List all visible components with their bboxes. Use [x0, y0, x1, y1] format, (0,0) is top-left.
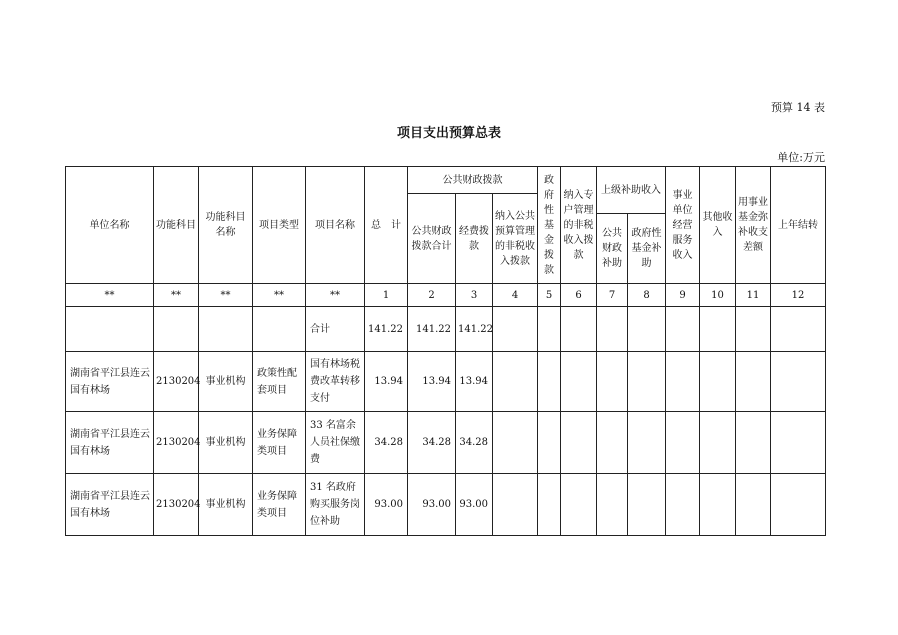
total-cell: 34.28	[365, 412, 408, 474]
func-name-cell: 事业机构	[199, 474, 253, 536]
index-cell: 6	[561, 284, 597, 307]
index-cell: 4	[493, 284, 538, 307]
index-cell: **	[66, 284, 154, 307]
func-name-cell: 事业机构	[199, 412, 253, 474]
unit-name-cell: 湖南省平江县连云国有林场	[66, 474, 154, 536]
table-row	[66, 412, 826, 474]
total-funding-amount: 141.22	[456, 307, 493, 352]
index-cell: **	[154, 284, 199, 307]
index-cell: **	[199, 284, 253, 307]
header-fund-deficit: 用事业基金弥补收支差额	[736, 167, 771, 284]
budget-table	[65, 166, 826, 536]
project-type-cell: 业务保障类项目	[253, 412, 306, 474]
header-public-finance-total: 公共财政拨款合计	[408, 194, 456, 284]
public-total-cell: 34.28	[408, 412, 456, 474]
funding-cell: 34.28	[456, 412, 493, 474]
unit-label: 单位:万元	[777, 151, 825, 164]
unit-name-cell: 湖南省平江县连云国有林场	[66, 412, 154, 474]
total-amount: 141.22	[365, 307, 408, 352]
header-carryover: 上年结转	[771, 167, 826, 284]
index-cell: **	[253, 284, 306, 307]
index-cell: 9	[666, 284, 700, 307]
total-public-amount: 141.22	[408, 307, 456, 352]
index-cell: 8	[628, 284, 666, 307]
header-gov-fund: 政府性基金拨款	[538, 167, 561, 284]
index-cell: 5	[538, 284, 561, 307]
index-row	[66, 284, 826, 307]
index-cell: **	[306, 284, 365, 307]
total-cell: 93.00	[365, 474, 408, 536]
header-func-name: 功能科目名称	[199, 167, 253, 284]
index-cell: 7	[597, 284, 628, 307]
total-row	[66, 307, 826, 352]
funding-cell: 93.00	[456, 474, 493, 536]
public-total-cell: 13.94	[408, 352, 456, 412]
func-code-cell: 2130204	[154, 474, 199, 536]
table-row	[66, 352, 826, 412]
header-superior-subsidy: 上级补助收入	[597, 167, 666, 214]
total-cell: 13.94	[365, 352, 408, 412]
page-title: 项目支出预算总表	[396, 126, 501, 141]
header-total: 总 计	[365, 167, 408, 284]
public-total-cell: 93.00	[408, 474, 456, 536]
header-project-type: 项目类型	[253, 167, 306, 284]
total-label: 合计	[306, 307, 365, 352]
func-name-cell: 事业机构	[199, 352, 253, 412]
project-type-cell: 业务保障类项目	[253, 474, 306, 536]
header-funding: 经费拨款	[456, 194, 493, 284]
project-name-cell: 国有林场税费改革转移支付	[306, 352, 365, 412]
header-project-name: 项目名称	[306, 167, 365, 284]
header-other-income: 其他收入	[700, 167, 736, 284]
unit-name-cell: 湖南省平江县连云国有林场	[66, 352, 154, 412]
header-special-non-tax: 纳入专户管理的非税收入拨款	[561, 167, 597, 284]
header-gov-fund-subsidy: 政府性基金补助	[628, 214, 666, 284]
func-code-cell: 2130204	[154, 352, 199, 412]
index-cell: 11	[736, 284, 771, 307]
header-non-tax-in-budget: 纳入公共预算管理的非税收入拨款	[493, 194, 538, 284]
header-unit-name: 单位名称	[66, 167, 154, 284]
header-func-code: 功能科目	[154, 167, 199, 284]
page-label: 预算 14 表	[771, 101, 825, 114]
func-code-cell: 2130204	[154, 412, 199, 474]
table-row	[66, 474, 826, 536]
funding-cell: 13.94	[456, 352, 493, 412]
header-business-income: 事业单位经营服务收入	[666, 167, 700, 284]
project-name-cell: 31 名政府购买服务岗位补助	[306, 474, 365, 536]
project-type-cell: 政策性配套项目	[253, 352, 306, 412]
index-cell: 12	[771, 284, 826, 307]
header-public-finance-subsidy: 公共财政补助	[597, 214, 628, 284]
index-cell: 2	[408, 284, 456, 307]
index-cell: 1	[365, 284, 408, 307]
index-cell: 10	[700, 284, 736, 307]
project-name-cell: 33 名富余人员社保缴费	[306, 412, 365, 474]
header-public-finance: 公共财政拨款	[408, 167, 538, 194]
index-cell: 3	[456, 284, 493, 307]
